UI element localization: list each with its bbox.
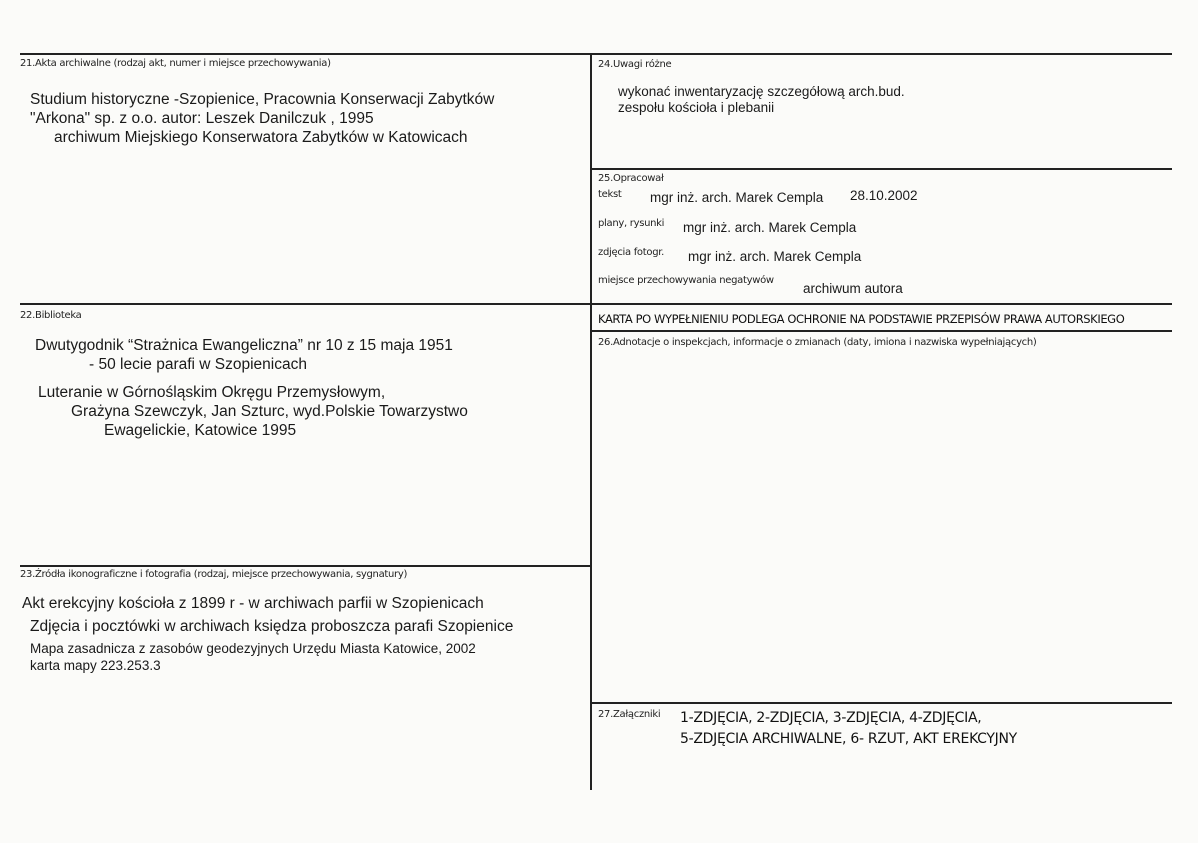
section-24-line-2: zespołu kościoła i plebanii	[618, 100, 775, 115]
section-25-text-value: mgr inż. arch. Marek Cempla	[650, 190, 824, 205]
section-27-line-1: 1-ZDJĘCIA, 2-ZDJĘCIA, 3-ZDJĘCIA, 4-ZDJĘCIA,	[680, 710, 982, 726]
section-22-line-4: Grażyna Szewczyk, Jan Szturc, wyd.Polskie Towarzystwo	[71, 403, 468, 420]
section-22-line-1: Dwutygodnik “Strażnica Ewangeliczna” nr 10 z 15 maja 1951	[35, 337, 453, 354]
section-22-line-5: Ewagelickie, Katowice 1995	[104, 422, 297, 439]
section-23-line-4: karta mapy 223.253.3	[30, 658, 161, 673]
center-divider	[590, 53, 592, 790]
divider-22-23	[20, 565, 590, 567]
section-23-line-2: Zdjęcia i pocztówki w archiwach księdza proboszcza parafi Szopienice	[30, 618, 514, 635]
section-25-drawings-label: plany, rysunki	[598, 218, 665, 229]
section-22-line-2: - 50 lecie parafi w Szopienicach	[89, 356, 307, 373]
section-23-line-1: Akt erekcyjny kościoła z 1899 r - w archiwach parfii w Szopienicach	[22, 595, 484, 612]
section-21-line-3: archiwum Miejskiego Konserwatora Zabytków w Katowicach	[54, 129, 468, 146]
section-24-label: 24.Uwagi różne	[598, 59, 672, 70]
section-25-label: 25.Opracował	[598, 173, 664, 184]
section-26-label: 26.Adnotacje o inspekcjach, informacje o zmianach (daty, imiona i nazwiska wypełniających)	[598, 337, 1037, 348]
divider-notice-26	[592, 330, 1172, 332]
copyright-notice: KARTA PO WYPEŁNIENIU PODLEGA OCHRONIE NA PODSTAWIE PRZEPISÓW PRAWA AUTORSKIEGO	[598, 312, 1125, 326]
divider-25-notice	[592, 303, 1172, 305]
section-23-line-3: Mapa zasadnicza z zasobów geodezyjnych Urzędu Miasta Katowice, 2002	[30, 641, 476, 656]
section-25-negatives-value: archiwum autora	[803, 281, 903, 296]
section-21-line-1: Studium historyczne -Szopienice, Pracownia Konserwacji Zabytków	[30, 91, 495, 108]
section-25-date: 28.10.2002	[850, 188, 918, 203]
section-21-line-2: "Arkona" sp. z o.o. autor: Leszek Danilczuk , 1995	[30, 110, 374, 127]
section-25-negatives-label: miejsce przechowywania negatywów	[598, 275, 774, 286]
section-25-photos-value: mgr inż. arch. Marek Cempla	[688, 249, 862, 264]
divider-26-27	[592, 702, 1172, 704]
section-25-drawings-value: mgr inż. arch. Marek Cempla	[683, 220, 857, 235]
section-27-label: 27.Załączniki	[598, 709, 661, 720]
divider-24-25	[592, 168, 1172, 170]
section-22-line-3: Luteranie w Górnośląskim Okręgu Przemysłowym,	[38, 384, 386, 401]
section-24-line-1: wykonać inwentaryzację szczegółową arch.bud.	[618, 84, 905, 99]
section-21-label: 21.Akta archiwalne (rodzaj akt, numer i miejsce przechowywania)	[20, 58, 331, 69]
section-22-label: 22.Biblioteka	[20, 310, 82, 321]
section-25-photos-label: zdjęcia fotogr.	[598, 247, 665, 258]
section-25-text-label: tekst	[598, 189, 622, 200]
section-23-label: 23.Źródła ikonograficzne i fotografia (rodzaj, miejsce przechowywania, sygnatury)	[20, 569, 408, 580]
top-rule	[20, 53, 1172, 55]
divider-21-22	[20, 303, 590, 305]
section-27-line-2: 5-ZDJĘCIA ARCHIWALNE, 6- RZUT, AKT EREKCYJNY	[680, 731, 1017, 747]
